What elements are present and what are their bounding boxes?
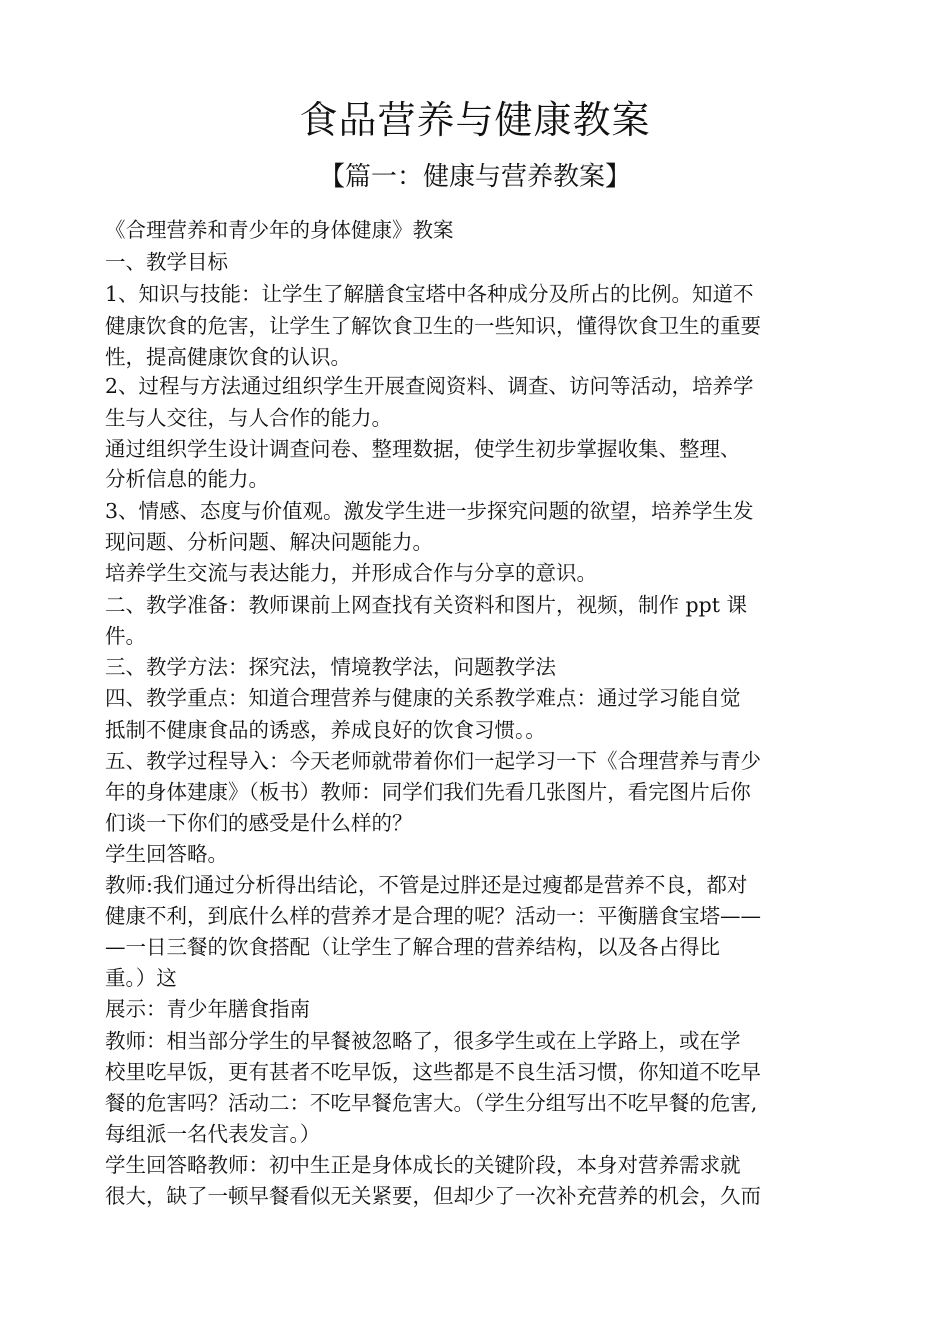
body-line: 抵制不健康食品的诱惑，养成良好的饮食习惯。。: [105, 718, 546, 742]
body-line: 四、教学重点：知道合理营养与健康的关系教学难点：通过学习能自觉: [105, 686, 741, 710]
body-line: 性，提高健康饮食的认识。: [105, 345, 351, 369]
body-line: 五、教学过程导入：今天老师就带着你们一起学习一下《合理营养与青少: [105, 749, 761, 773]
body-line: 分析信息的能力。: [105, 467, 269, 491]
body-line: 教师:我们通过分析得出结论，不管是过胖还是过瘦都是营养不良，都对: [105, 873, 748, 897]
body-line: 学生回答略。: [105, 842, 228, 866]
body-line: 们谈一下你们的感受是什么样的？: [105, 811, 413, 835]
body-line: —一日三餐的饮食搭配（让学生了解合理的营养结构，以及各占得比: [105, 935, 720, 959]
body-line: 学生回答略教师：初中生正是身体成长的关键阶段，本身对营养需求就: [105, 1153, 741, 1177]
document-title: 食品营养与健康教案: [299, 98, 651, 142]
body-line: 一、教学目标: [105, 250, 228, 274]
body-line: 重。）这: [105, 966, 177, 990]
body-line: 现问题、分析问题、解决问题能力。: [105, 530, 433, 554]
body-line: 餐的危害吗？活动二：不吃早餐危害大。（学生分组写出不吃早餐的危害,: [105, 1091, 758, 1115]
body-line: 生与人交往，与人合作的能力。: [105, 406, 392, 430]
body-line: 《合理营养和青少年的身体健康》教案: [105, 218, 454, 242]
body-line: 二、教学准备：教师课前上网查找有关资料和图片，视频，制作 ppt 课: [105, 593, 748, 617]
body-line: 健康不利，到底什么样的营养才是合理的呢？活动一：平衡膳食宝塔——: [105, 904, 761, 928]
body-line: 很大，缺了一顿早餐看似无关紧要，但却少了一次补充营养的机会，久而: [105, 1184, 761, 1208]
body-line: 教师：相当部分学生的早餐被忽略了，很多学生或在上学路上，或在学: [105, 1029, 741, 1053]
body-line: 健康饮食的危害，让学生了解饮食卫生的一些知识，懂得饮食卫生的重要: [105, 314, 761, 338]
body-line: 培养学生交流与表达能力，并形成合作与分享的意识。: [105, 561, 597, 585]
document-subtitle: 【篇一：健康与营养教案】: [318, 162, 631, 192]
body-line: 展示：青少年膳食指南: [105, 997, 310, 1021]
body-line: 2、过程与方法通过组织学生开展查阅资料、调查、访问等活动，培养学: [105, 374, 754, 398]
body-line: 三、教学方法：探究法，情境教学法，问题教学法: [105, 655, 556, 679]
body-line: 件。: [105, 624, 146, 648]
body-line: 年的身体建康》（板书）教师：同学们我们先看几张图片，看完图片后你: [105, 780, 751, 804]
body-line: 3、情感、态度与价值观。激发学生进一步探究问题的欲望，培养学生发: [105, 499, 754, 523]
body-line: 校里吃早饭，更有甚者不吃早饭，这些都是不良生活习惯，你知道不吃早: [105, 1060, 761, 1084]
body-line: 通过组织学生设计调查问卷、整理数据，使学生初步掌握收集、整理、: [105, 437, 741, 461]
body-line: 每组派一名代表发言。）: [105, 1122, 321, 1146]
body-line: 1、知识与技能：让学生了解膳食宝塔中各种成分及所占的比例。知道不: [105, 282, 754, 306]
